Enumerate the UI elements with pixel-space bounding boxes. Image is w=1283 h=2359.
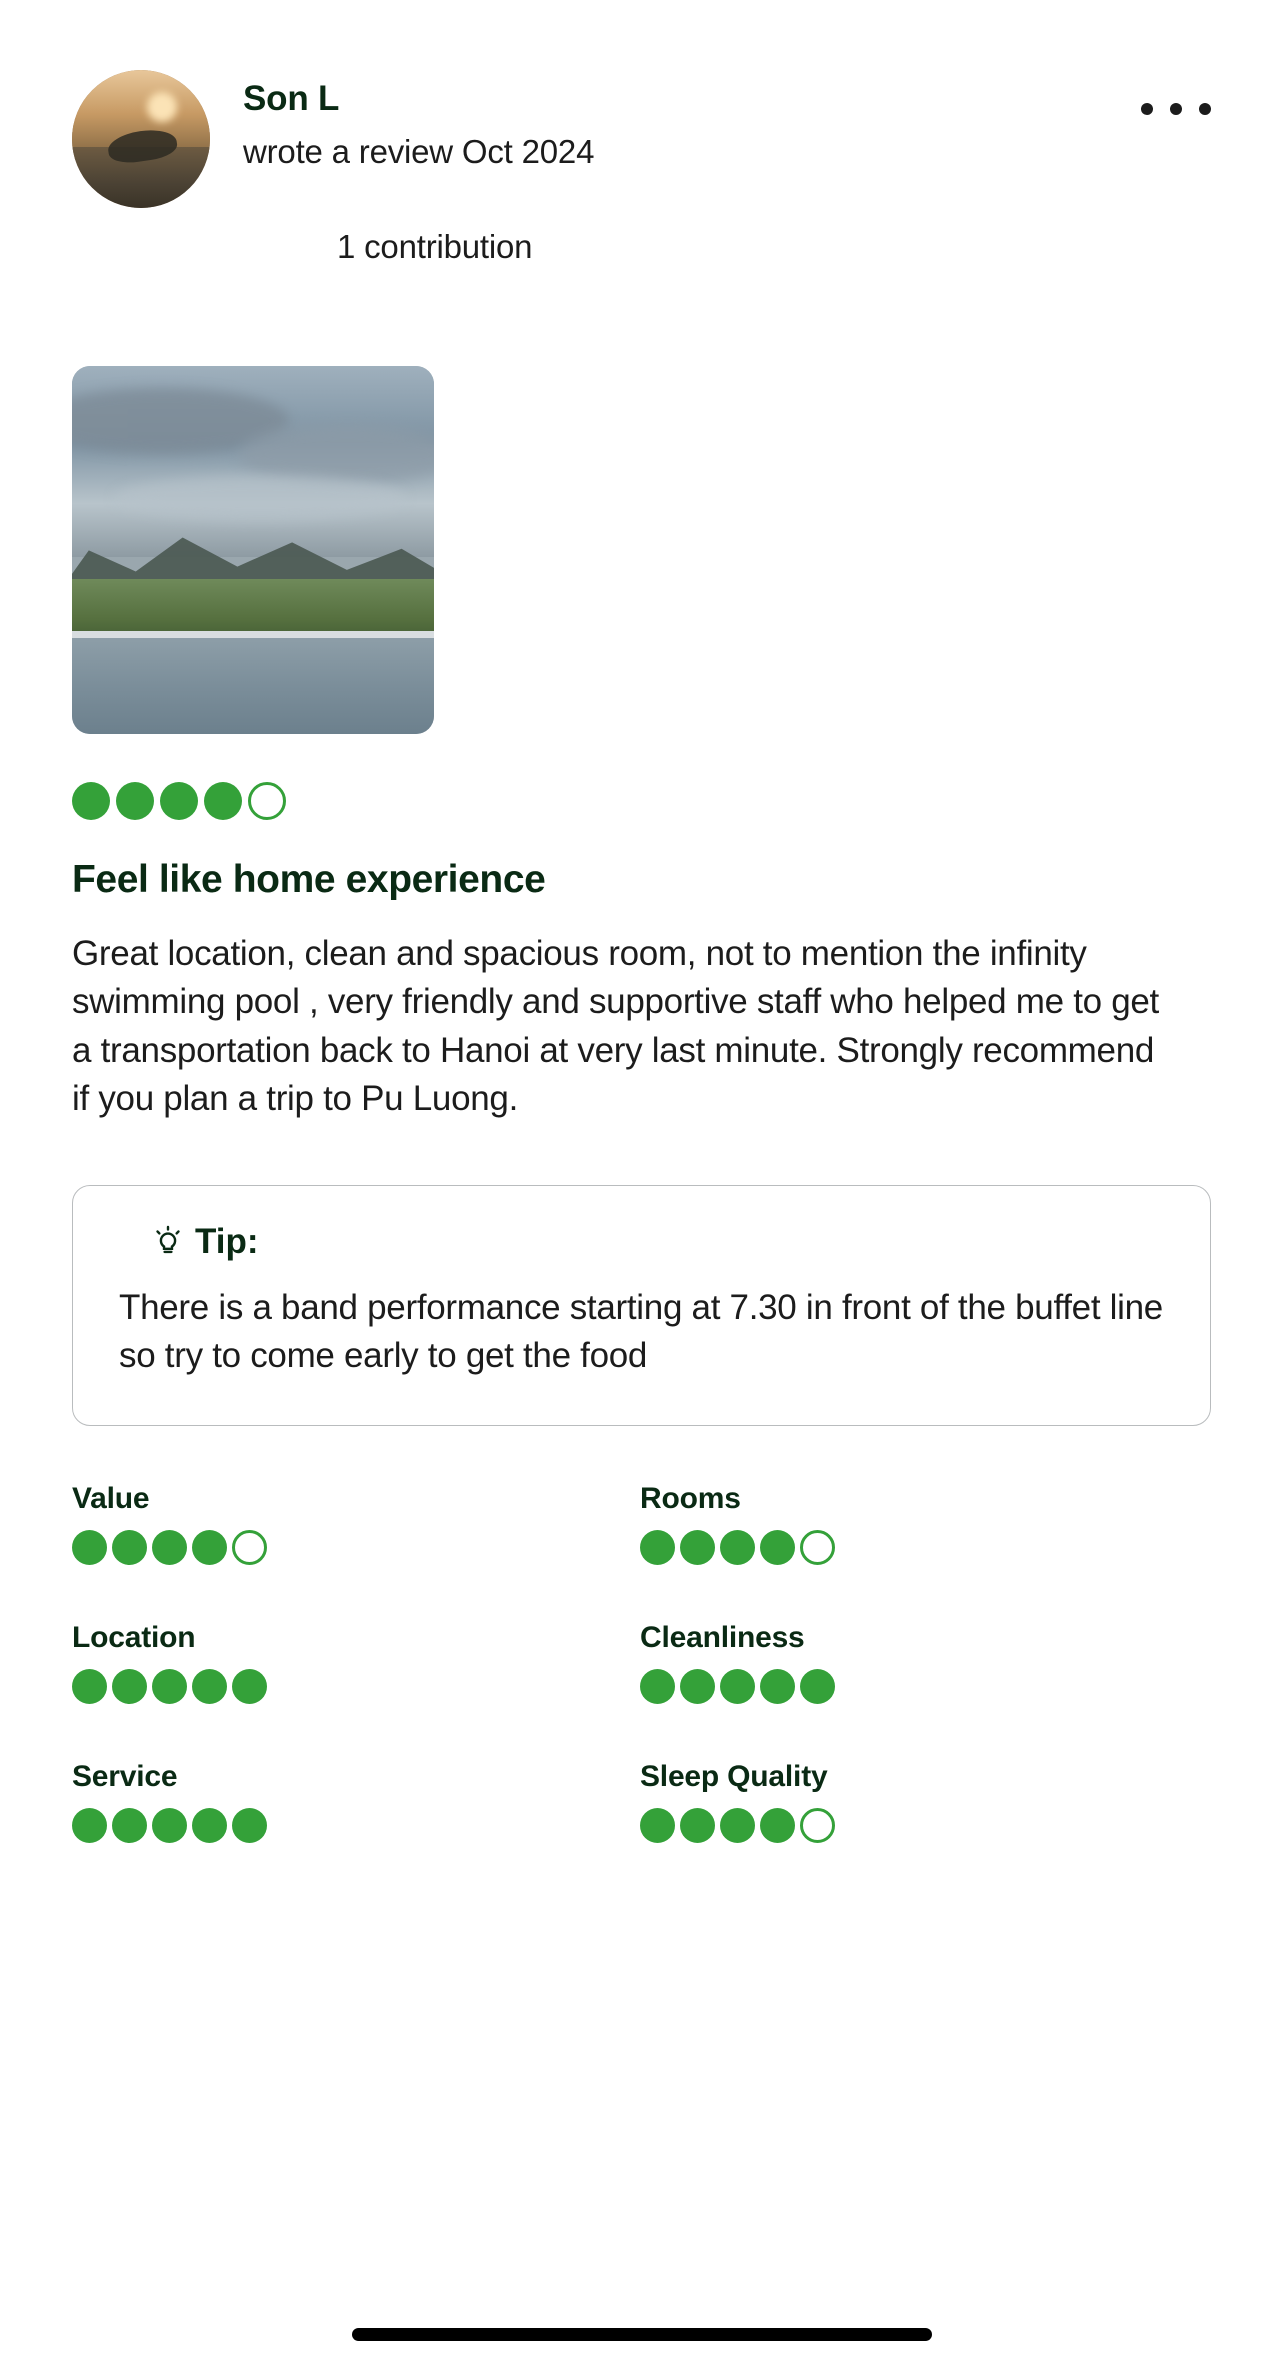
review-header xyxy=(72,70,1211,208)
subrating-dots xyxy=(640,1669,1211,1704)
rating-dot xyxy=(72,1808,107,1843)
subratings-grid xyxy=(72,1482,1211,1843)
rating-dot xyxy=(152,1669,187,1704)
contribution-count: 1 contribution xyxy=(337,228,533,265)
rating-dot xyxy=(192,1808,227,1843)
review-meta: wrote a review Oct 2024 xyxy=(243,133,595,170)
rating-dot xyxy=(152,1530,187,1565)
rating-dot xyxy=(640,1808,675,1843)
rating-dot xyxy=(232,1808,267,1843)
subrating-label: Location xyxy=(72,1620,196,1654)
review-photo[interactable] xyxy=(72,366,434,734)
lightbulb-icon xyxy=(151,1225,185,1259)
rating-dot xyxy=(680,1808,715,1843)
rating-dot xyxy=(204,782,242,820)
rating-dot xyxy=(192,1530,227,1565)
subrating-item xyxy=(640,1760,1211,1843)
rating-dot xyxy=(760,1808,795,1843)
subrating-dots xyxy=(72,1808,640,1843)
rating-dot xyxy=(248,782,286,820)
rating-dot xyxy=(640,1669,675,1704)
rating-dot xyxy=(720,1808,755,1843)
rating-dot xyxy=(800,1530,835,1565)
rating-dot xyxy=(680,1530,715,1565)
subrating-item xyxy=(640,1621,1211,1704)
rating-dot xyxy=(760,1530,795,1565)
subrating-dots xyxy=(640,1808,1211,1843)
rating-dot xyxy=(680,1669,715,1704)
rating-dot xyxy=(640,1530,675,1565)
subrating-label: Cleanliness xyxy=(640,1620,805,1654)
rating-dot xyxy=(720,1530,755,1565)
rating-dot xyxy=(116,782,154,820)
tip-label: Tip: xyxy=(195,1222,259,1262)
rating-dot xyxy=(160,782,198,820)
rating-dot xyxy=(72,782,110,820)
rating-dot xyxy=(152,1808,187,1843)
rating-dot xyxy=(112,1669,147,1704)
subrating-label: Rooms xyxy=(640,1481,741,1515)
header-text xyxy=(243,70,594,171)
rating-dot xyxy=(800,1808,835,1843)
rating-dot xyxy=(760,1669,795,1704)
rating-dot xyxy=(112,1530,147,1565)
subrating-item xyxy=(72,1760,640,1843)
rating-dot xyxy=(232,1669,267,1704)
avatar-sun xyxy=(147,92,177,122)
rating-dot xyxy=(800,1669,835,1704)
tip-text: There is a band performance starting at 7.30 in front of the buffet line so try to come early to get the food xyxy=(119,1288,1163,1376)
subrating-label: Service xyxy=(72,1759,178,1793)
rating-dot xyxy=(232,1530,267,1565)
subrating-dots xyxy=(640,1530,1211,1565)
more-options-icon[interactable] xyxy=(1141,84,1211,134)
home-indicator xyxy=(352,2328,932,2341)
review-body: Great location, clean and spacious room, not to mention the infinity swimming pool , very friendly and supportive staff who helped me to get a transportation back to Hanoi at very last minute. Strongly recommend if you plan a trip to Pu Luong. xyxy=(72,934,1159,1118)
rating-dot xyxy=(72,1669,107,1704)
rating-dot xyxy=(720,1669,755,1704)
avatar[interactable] xyxy=(72,70,210,208)
author-name[interactable]: Son L xyxy=(243,79,340,118)
rating-dot xyxy=(192,1669,227,1704)
subrating-dots xyxy=(72,1669,640,1704)
subrating-dots xyxy=(72,1530,640,1565)
photo-pool-water xyxy=(72,638,434,734)
subrating-label: Value xyxy=(72,1481,150,1515)
photo-cloud xyxy=(115,476,405,520)
subrating-item xyxy=(640,1482,1211,1565)
rating-dot xyxy=(72,1530,107,1565)
tip-box xyxy=(72,1185,1211,1426)
tip-header xyxy=(151,1222,1164,1262)
subrating-label: Sleep Quality xyxy=(640,1759,828,1793)
rating-dot xyxy=(112,1808,147,1843)
review-title: Feel like home experience xyxy=(72,858,546,901)
overall-rating xyxy=(72,782,1211,820)
subrating-item xyxy=(72,1482,640,1565)
contribution-row xyxy=(72,228,1211,266)
subrating-item xyxy=(72,1621,640,1704)
